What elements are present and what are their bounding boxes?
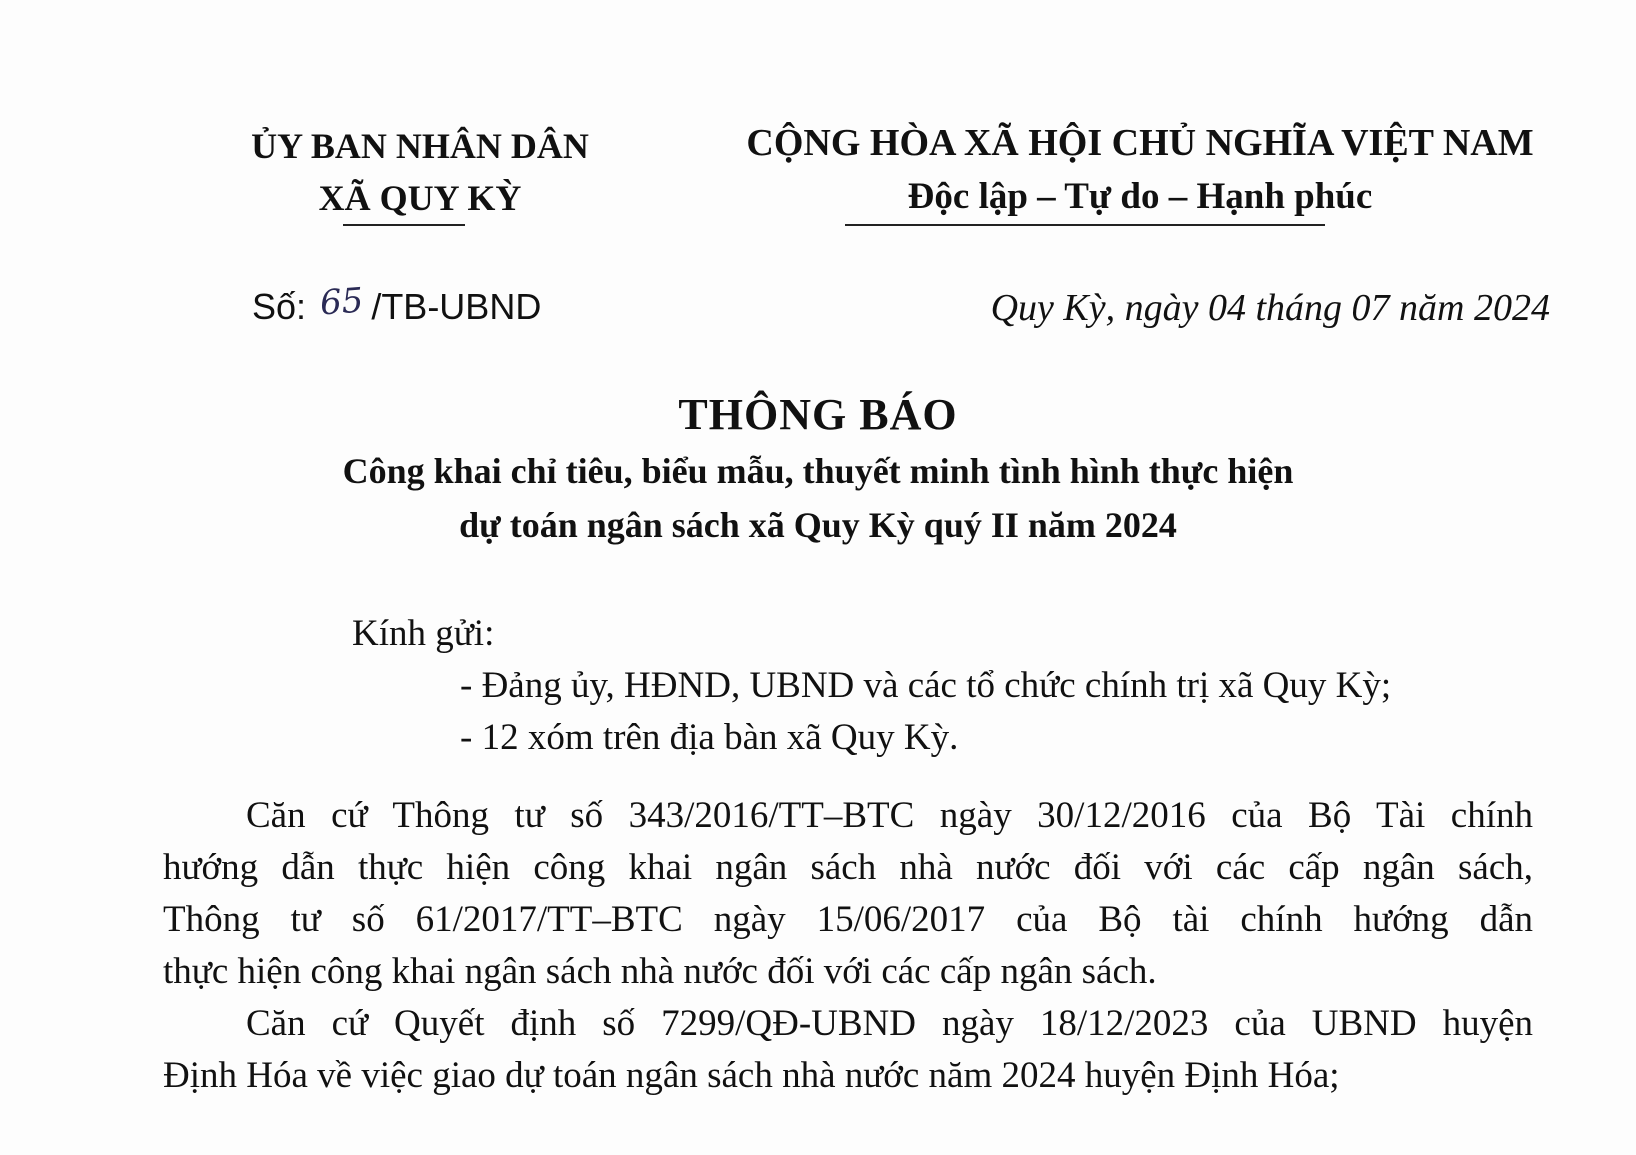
authority-line-2: XÃ QUY KỲ xyxy=(318,178,522,218)
national-header xyxy=(700,116,1580,224)
authority-line-1: ỦY BAN NHÂN DÂN xyxy=(251,126,589,166)
document-number xyxy=(252,280,542,328)
body-line: Định Hóa về việc giao dự toán ngân sách nhà nước năm 2024 huyện Định Hóa; xyxy=(163,1055,1340,1096)
handwritten-number: 65 xyxy=(318,280,365,324)
authority-underline xyxy=(343,224,465,226)
national-motto: Độc lập – Tự do – Hạnh phúc xyxy=(907,176,1373,217)
body-line: hướng dẫn thực hiện công khai ngân sách nhà nước đối với các cấp ngân sách, xyxy=(163,847,1533,888)
body-paragraph-2 xyxy=(163,998,1533,1102)
body-line: Thông tư số 61/2017/TT–BTC ngày 15/06/2017 của Bộ tài chính hướng dẫn xyxy=(163,899,1533,940)
nation-name: CỘNG HÒA XÃ HỘI CHỦ NGHĨA VIỆT NAM xyxy=(746,122,1534,164)
number-label: Số: xyxy=(252,286,307,327)
title-sub-line-1: Công khai chỉ tiêu, biểu mẫu, thuyết minh tình hình thực hiện xyxy=(342,451,1294,491)
title-sub-line-2: dự toán ngân sách xã Quy Kỳ quý II năm 2024 xyxy=(459,505,1177,545)
issue-date: Quy Kỳ, ngày 04 tháng 07 năm 2024 xyxy=(990,287,1550,329)
body-paragraph-1 xyxy=(163,790,1533,998)
document-title xyxy=(0,386,1636,552)
motto-underline xyxy=(845,224,1325,226)
number-suffix: /TB-UBND xyxy=(371,286,542,327)
body-line: Căn cứ Thông tư số 343/2016/TT–BTC ngày 30/12/2016 của Bộ Tài chính xyxy=(246,795,1533,836)
recipients-label: Kính gửi: xyxy=(352,613,495,654)
body-line: Căn cứ Quyết định số 7299/QĐ-UBND ngày 18/12/2023 của UBND huyện xyxy=(246,1003,1533,1044)
recipient-item: - 12 xóm trên địa bàn xã Quy Kỳ. xyxy=(460,717,959,758)
title-main: THÔNG BÁO xyxy=(678,390,958,439)
issuing-authority xyxy=(200,120,640,224)
recipient-item: - Đảng ủy, HĐND, UBND và các tổ chức chính trị xã Quy Kỳ; xyxy=(460,665,1392,706)
body-line: thực hiện công khai ngân sách nhà nước đối với các cấp ngân sách. xyxy=(163,951,1157,992)
